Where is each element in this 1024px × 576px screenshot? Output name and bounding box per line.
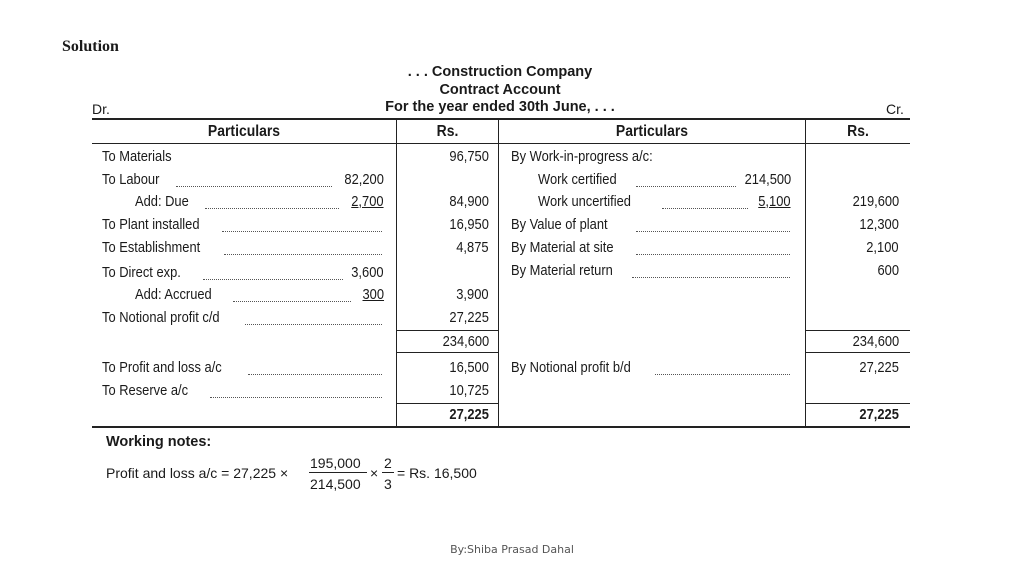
dot-leader [655, 374, 790, 375]
dot-leader [636, 231, 790, 232]
credit-notional-bd-label: By Notional profit b/d [511, 359, 631, 376]
dot-leader [176, 186, 332, 187]
debit-direct-amount: 3,900 [456, 286, 489, 303]
debit-labour-amount: 84,900 [449, 193, 489, 210]
formula-rhs: = Rs. 16,500 [397, 465, 477, 481]
bottom-rule [92, 426, 910, 428]
credit-plant-label: By Value of plant [511, 216, 608, 233]
credit-material-return-label: By Material return [511, 262, 613, 279]
debit-labour-add-sub: 2,700 [351, 193, 384, 210]
col-divider-2 [498, 119, 499, 427]
credit-material-site-amount: 2,100 [866, 239, 899, 256]
debit-reserve-label: To Reserve a/c [102, 382, 189, 399]
debit-establishment-label: To Establishment [102, 239, 201, 256]
credit-wip-amount: 219,600 [852, 193, 899, 210]
debit-notional-amount: 27,225 [449, 309, 489, 326]
footer-credit: By:Shiba Prasad Dahal [450, 543, 574, 556]
debit-total2: 27,225 [449, 406, 489, 423]
fraction-bar-1 [309, 472, 367, 473]
debit-establishment-amount: 4,875 [456, 239, 489, 256]
debit-pl-label: To Profit and loss a/c [102, 359, 222, 376]
debit-plant-amount: 16,950 [449, 216, 489, 233]
credit-total2: 27,225 [859, 406, 899, 423]
total1-rule-bottom-right [806, 352, 910, 353]
total2-rule-top-left [397, 403, 498, 404]
debit-materials-label: To Materials [102, 148, 172, 165]
account-name: Contract Account [439, 82, 561, 98]
total1-rule-top-left [397, 330, 498, 331]
debit-pl-amount: 16,500 [449, 359, 489, 376]
dot-leader [233, 301, 351, 302]
header-rule [92, 143, 910, 144]
formula-den1: 214,500 [310, 476, 361, 492]
debit-reserve-amount: 10,725 [449, 382, 489, 399]
dot-leader [248, 374, 382, 375]
total2-rule-top-right [806, 403, 910, 404]
credit-uncertified-label: Work uncertified [538, 193, 631, 210]
debit-labour-label: To Labour [102, 171, 160, 188]
debit-direct-sub: 3,600 [351, 264, 384, 281]
dot-leader [245, 324, 382, 325]
formula-den2: 3 [384, 476, 392, 492]
credit-uncertified-sub: 5,100 [758, 193, 791, 210]
fraction-bar-2 [382, 472, 394, 473]
debit-labour-sub: 82,200 [344, 171, 384, 188]
credit-certified-sub: 214,500 [744, 171, 791, 188]
working-notes-title: Working notes: [106, 434, 212, 450]
total1-rule-bottom-left [397, 352, 498, 353]
dot-leader [662, 208, 748, 209]
col-particulars-right: Particulars [615, 123, 689, 140]
dot-leader [224, 254, 382, 255]
dot-leader [210, 397, 382, 398]
dot-leader [636, 186, 736, 187]
dot-leader [636, 254, 790, 255]
debit-plant-label: To Plant installed [102, 216, 200, 233]
formula-num1: 195,000 [310, 455, 361, 471]
debit-notional-label: To Notional profit c/d [102, 309, 220, 326]
col-particulars-left: Particulars [207, 123, 281, 140]
dot-leader [632, 277, 790, 278]
credit-material-return-amount: 600 [877, 262, 899, 279]
credit-total1: 234,600 [852, 333, 899, 350]
formula-times: × [370, 465, 379, 481]
account-period: For the year ended 30th June, . . . [385, 99, 615, 115]
dot-leader [222, 231, 382, 232]
formula-lhs: Profit and loss a/c = 27,225 × [106, 465, 289, 481]
credit-certified-label: Work certified [538, 171, 617, 188]
total1-rule-top-right [806, 330, 910, 331]
credit-material-site-label: By Material at site [511, 239, 614, 256]
debit-materials-amount: 96,750 [449, 148, 489, 165]
company-name: . . . Construction Company [407, 64, 593, 80]
debit-labour-add-label: Add: Due [135, 193, 189, 210]
debit-direct-add-sub: 300 [362, 286, 384, 303]
dr-label: Dr. [92, 101, 110, 117]
credit-wip-label: By Work-in-progress a/c: [511, 148, 653, 165]
dot-leader [203, 279, 343, 280]
col-divider-1 [396, 119, 397, 427]
cr-label: Cr. [886, 101, 904, 117]
credit-plant-amount: 12,300 [859, 216, 899, 233]
debit-total1: 234,600 [442, 333, 489, 350]
col-rs-right: Rs. [847, 123, 869, 140]
solution-heading: Solution [62, 38, 119, 55]
credit-notional-bd-amount: 27,225 [859, 359, 899, 376]
top-rule [92, 118, 910, 120]
debit-direct-add-label: Add: Accrued [135, 286, 212, 303]
formula-num2: 2 [384, 455, 392, 471]
col-rs-left: Rs. [436, 123, 459, 140]
debit-direct-label: To Direct exp. [102, 264, 181, 281]
dot-leader [205, 208, 339, 209]
col-divider-3 [805, 119, 806, 427]
